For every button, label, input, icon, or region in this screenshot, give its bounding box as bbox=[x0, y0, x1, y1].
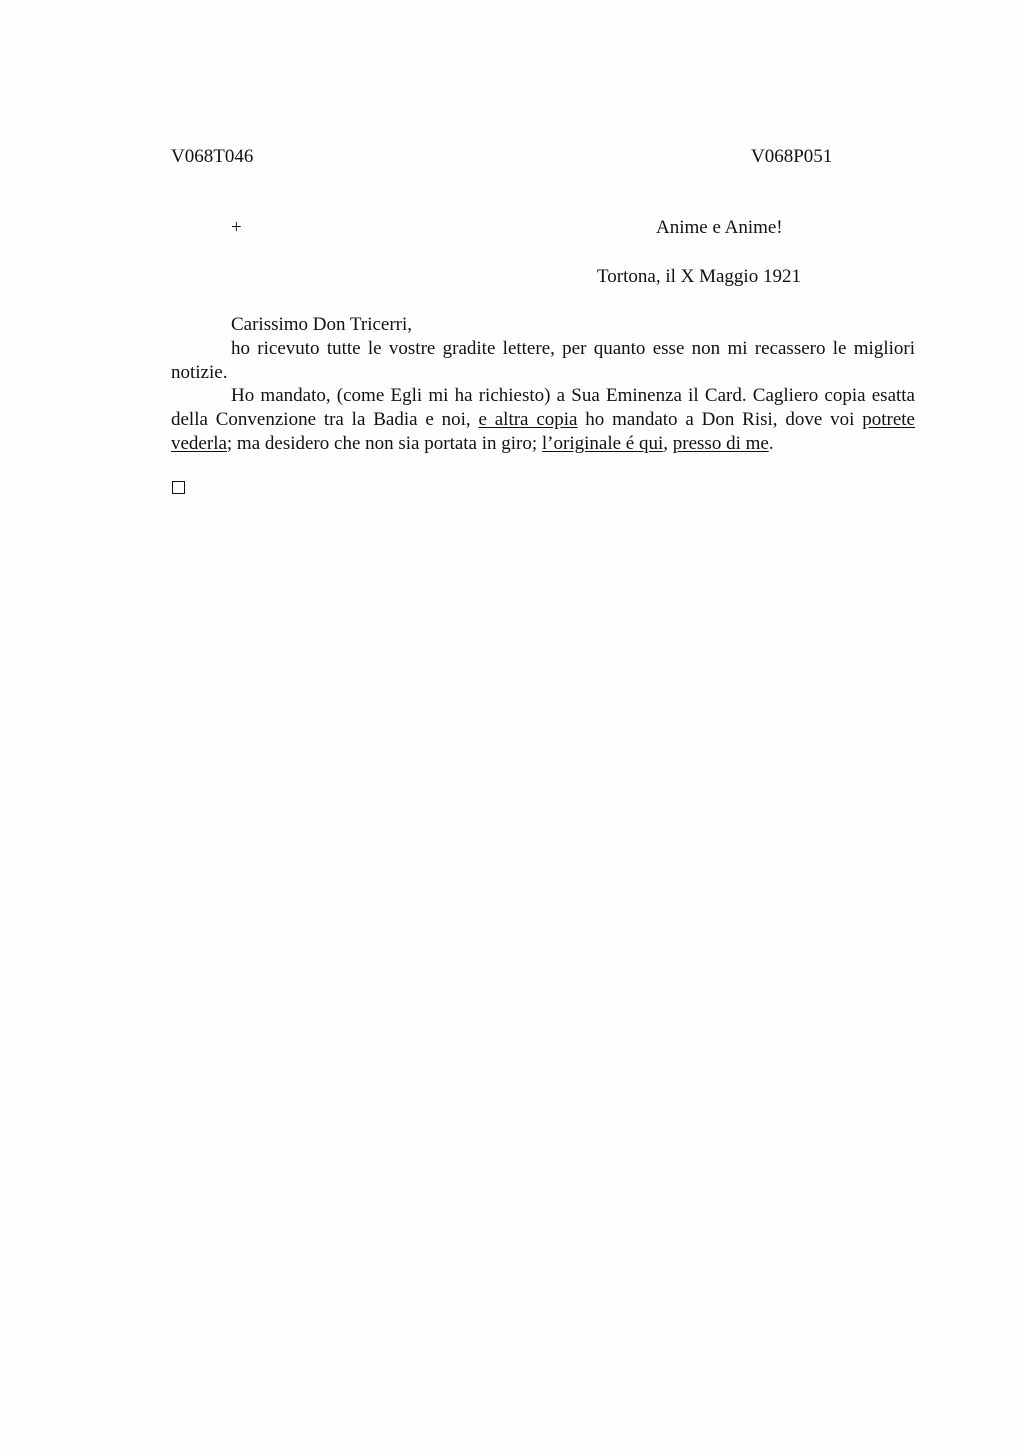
empty-square-icon bbox=[172, 481, 185, 494]
paragraph-2-text: ho mandato a Don Risi, dove voi bbox=[577, 409, 863, 431]
document-code-right: V068P051 bbox=[751, 146, 833, 167]
underlined-phrase: l’originale é qui bbox=[541, 432, 664, 454]
underlined-phrase: presso di me bbox=[672, 432, 769, 454]
paragraph-2-text: ; ma desidero che non sia portata in giro; bbox=[226, 432, 542, 454]
salutation: Carissimo Don Tricerri, bbox=[231, 314, 413, 335]
paragraph-2-text: , bbox=[663, 432, 673, 454]
paragraph-2-text: Ho mandato, (come Egli mi ha richiesto) a Sua Eminenza il Card. Cagliero copia esatta della Convenzione tra la Badia e noi, bbox=[171, 385, 915, 431]
paragraph-1: ho ricevuto tutte le vostre gradite lettere, per quanto esse non mi recassero le migliori notizie. bbox=[171, 337, 915, 383]
underlined-phrase: e altra copia bbox=[478, 409, 578, 431]
paragraph-2 bbox=[171, 384, 915, 455]
letter-body bbox=[171, 313, 915, 456]
paragraph-2-text: . bbox=[768, 432, 774, 454]
document-code-left: V068T046 bbox=[171, 146, 254, 167]
cross-symbol: + bbox=[231, 217, 242, 238]
letter-motto: Anime e Anime! bbox=[656, 217, 783, 238]
place-and-date: Tortona, il X Maggio 1921 bbox=[597, 266, 801, 287]
underlined-phrase: potrete vederla bbox=[171, 409, 915, 454]
